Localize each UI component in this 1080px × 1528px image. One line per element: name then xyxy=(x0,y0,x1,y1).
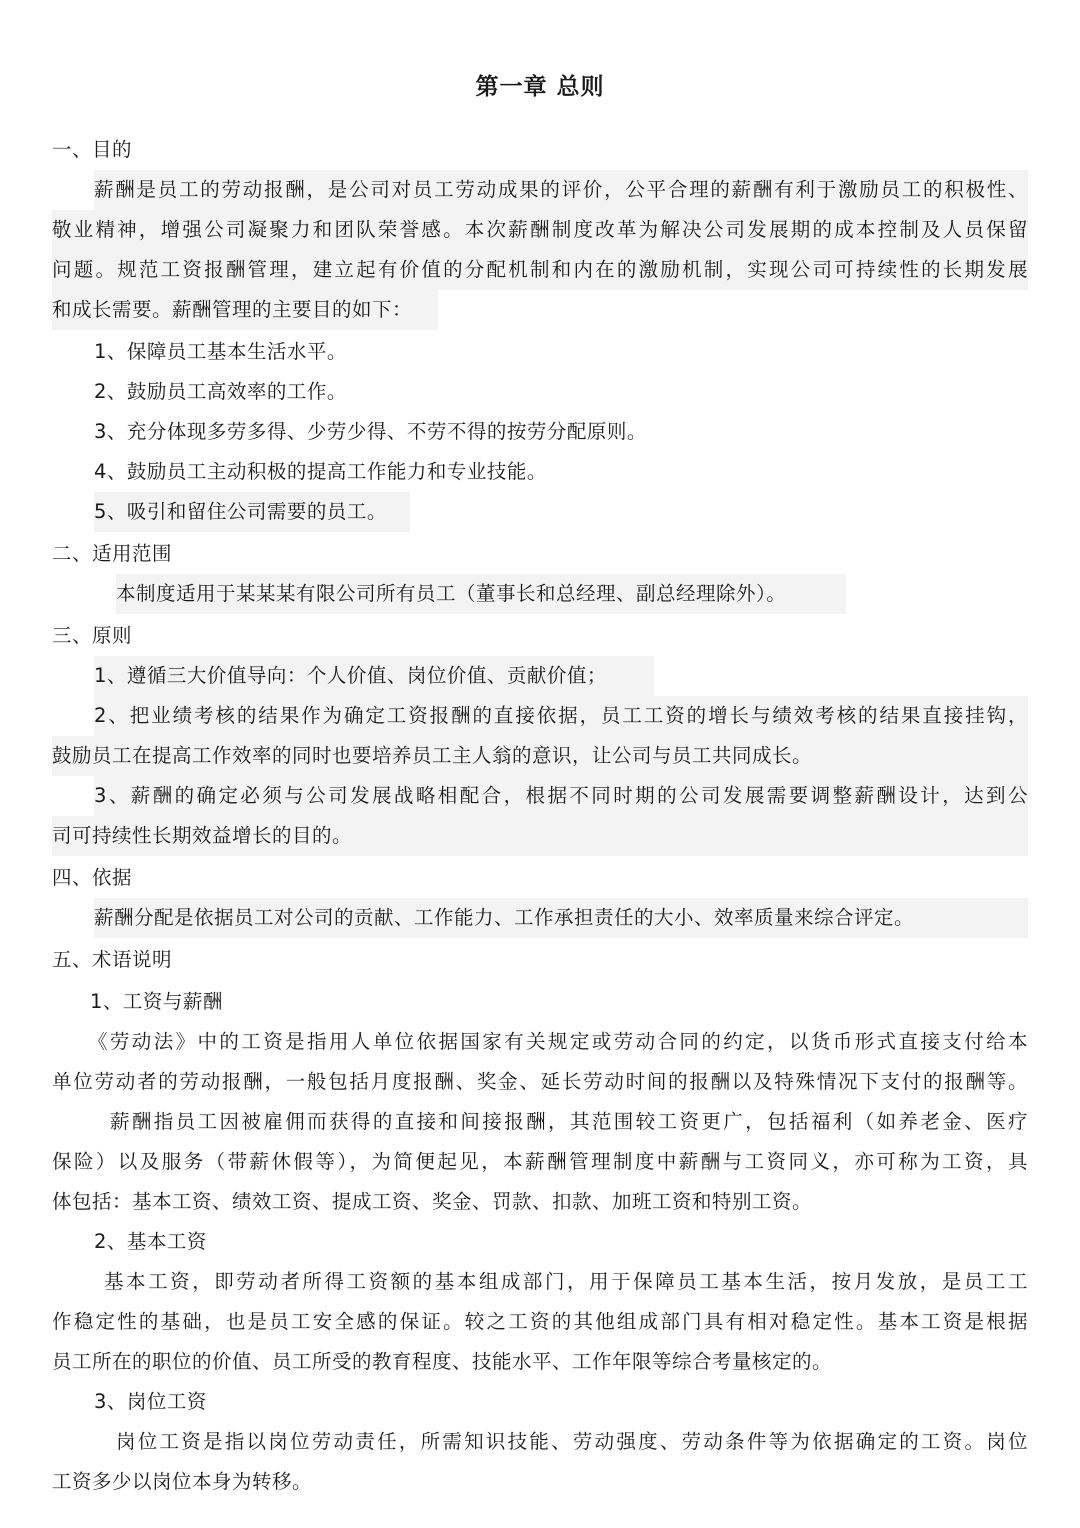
text-line: 保险）以及服务（带薪休假等），为简便起见，本薪酬管理制度中薪酬与工资同义，亦可称为工资，具 xyxy=(52,1150,1028,1173)
text-line: 作稳定性的基础，也是员工安全感的保证。较之工资的其他组成部门具有相对稳定性。基本工资是根据 xyxy=(52,1310,1028,1333)
text-line: 3、岗位工资 xyxy=(94,1390,207,1413)
text-line: 1、保障员工基本生活水平。 xyxy=(94,340,347,363)
text-line: 和成长需要。薪酬管理的主要目的如下： xyxy=(52,290,438,330)
text-line: 鼓励员工在提高工作效率的同时也要培养员工主人翁的意识，让公司与员工共同成长。 xyxy=(52,736,1028,776)
text-line: 敬业精神，增强公司凝聚力和团队荣誉感。本次薪酬制度改革为解决公司发展期的成本控制及人员保留 xyxy=(52,210,1028,250)
text-line: 岗位工资是指以岗位劳动责任，所需知识技能、劳动强度、劳动条件等为依据确定的工资。岗位 xyxy=(116,1430,1028,1453)
text-line: 薪酬指员工因被雇佣而获得的直接和间接报酬，其范围较工资更广，包括福利（如养老金、医疗 xyxy=(110,1110,1028,1133)
text-line: 五、术语说明 xyxy=(52,948,173,971)
text-line: 一、目的 xyxy=(52,138,133,161)
text-line: 三、原则 xyxy=(52,624,133,647)
text-line: 薪酬分配是依据员工对公司的贡献、工作能力、工作承担责任的大小、效率质量来综合评定。 xyxy=(94,898,1028,938)
text-line: 单位劳动者的劳动报酬，一般包括月度报酬、奖金、延长劳动时间的报酬以及特殊情况下支付的报酬等。 xyxy=(52,1070,1028,1093)
text-line: 员工所在的职位的价值、员工所受的教育程度、技能水平、工作年限等综合考量核定的。 xyxy=(52,1350,833,1373)
text-line: 工资多少以岗位本身为转移。 xyxy=(52,1470,313,1493)
text-line: 1、工资与薪酬 xyxy=(90,990,223,1013)
text-line: 司可持续性长期效益增长的目的。 xyxy=(52,816,1028,856)
text-line: 2、基本工资 xyxy=(94,1230,207,1253)
text-line: 基本工资，即劳动者所得工资额的基本组成部门，用于保障员工基本生活，按月发放，是员工工 xyxy=(104,1270,1028,1293)
text-line: 四、依据 xyxy=(52,866,133,889)
text-line: 薪酬是员工的劳动报酬，是公司对员工劳动成果的评价，公平合理的薪酬有利于激励员工的积极性、 xyxy=(94,170,1028,210)
text-line: 问题。规范工资报酬管理，建立起有价值的分配机制和内在的激励机制，实现公司可持续性的长期发展 xyxy=(52,250,1028,290)
text-line: 2、鼓励员工高效率的工作。 xyxy=(94,380,347,403)
text-line: 3、充分体现多劳多得、少劳少得、不劳不得的按劳分配原则。 xyxy=(94,420,647,443)
text-line: 3、薪酬的确定必须与公司发展战略相配合，根据不同时期的公司发展需要调整薪酬设计，达到公 xyxy=(94,776,1028,816)
chapter-title: 第一章 总则 xyxy=(475,74,605,100)
text-line: 4、鼓励员工主动积极的提高工作能力和专业技能。 xyxy=(94,460,547,483)
text-line: 二、适用范围 xyxy=(52,542,173,565)
text-line: 1、遵循三大价值导向：个人价值、岗位价值、贡献价值； xyxy=(94,656,654,696)
text-line: 《劳动法》中的工资是指用人单位依据国家有关规定或劳动合同的约定，以货币形式直接支付给本 xyxy=(88,1030,1028,1053)
text-line: 5、吸引和留住公司需要的员工。 xyxy=(94,492,410,532)
text-line: 体包括：基本工资、绩效工资、提成工资、奖金、罚款、扣款、加班工资和特别工资。 xyxy=(52,1190,813,1213)
text-line: 2、把业绩考核的结果作为确定工资报酬的直接依据，员工工资的增长与绩效考核的结果直接挂钩， xyxy=(94,696,1028,736)
text-line: 本制度适用于某某某有限公司所有员工（董事长和总经理、副总经理除外）。 xyxy=(116,574,846,614)
